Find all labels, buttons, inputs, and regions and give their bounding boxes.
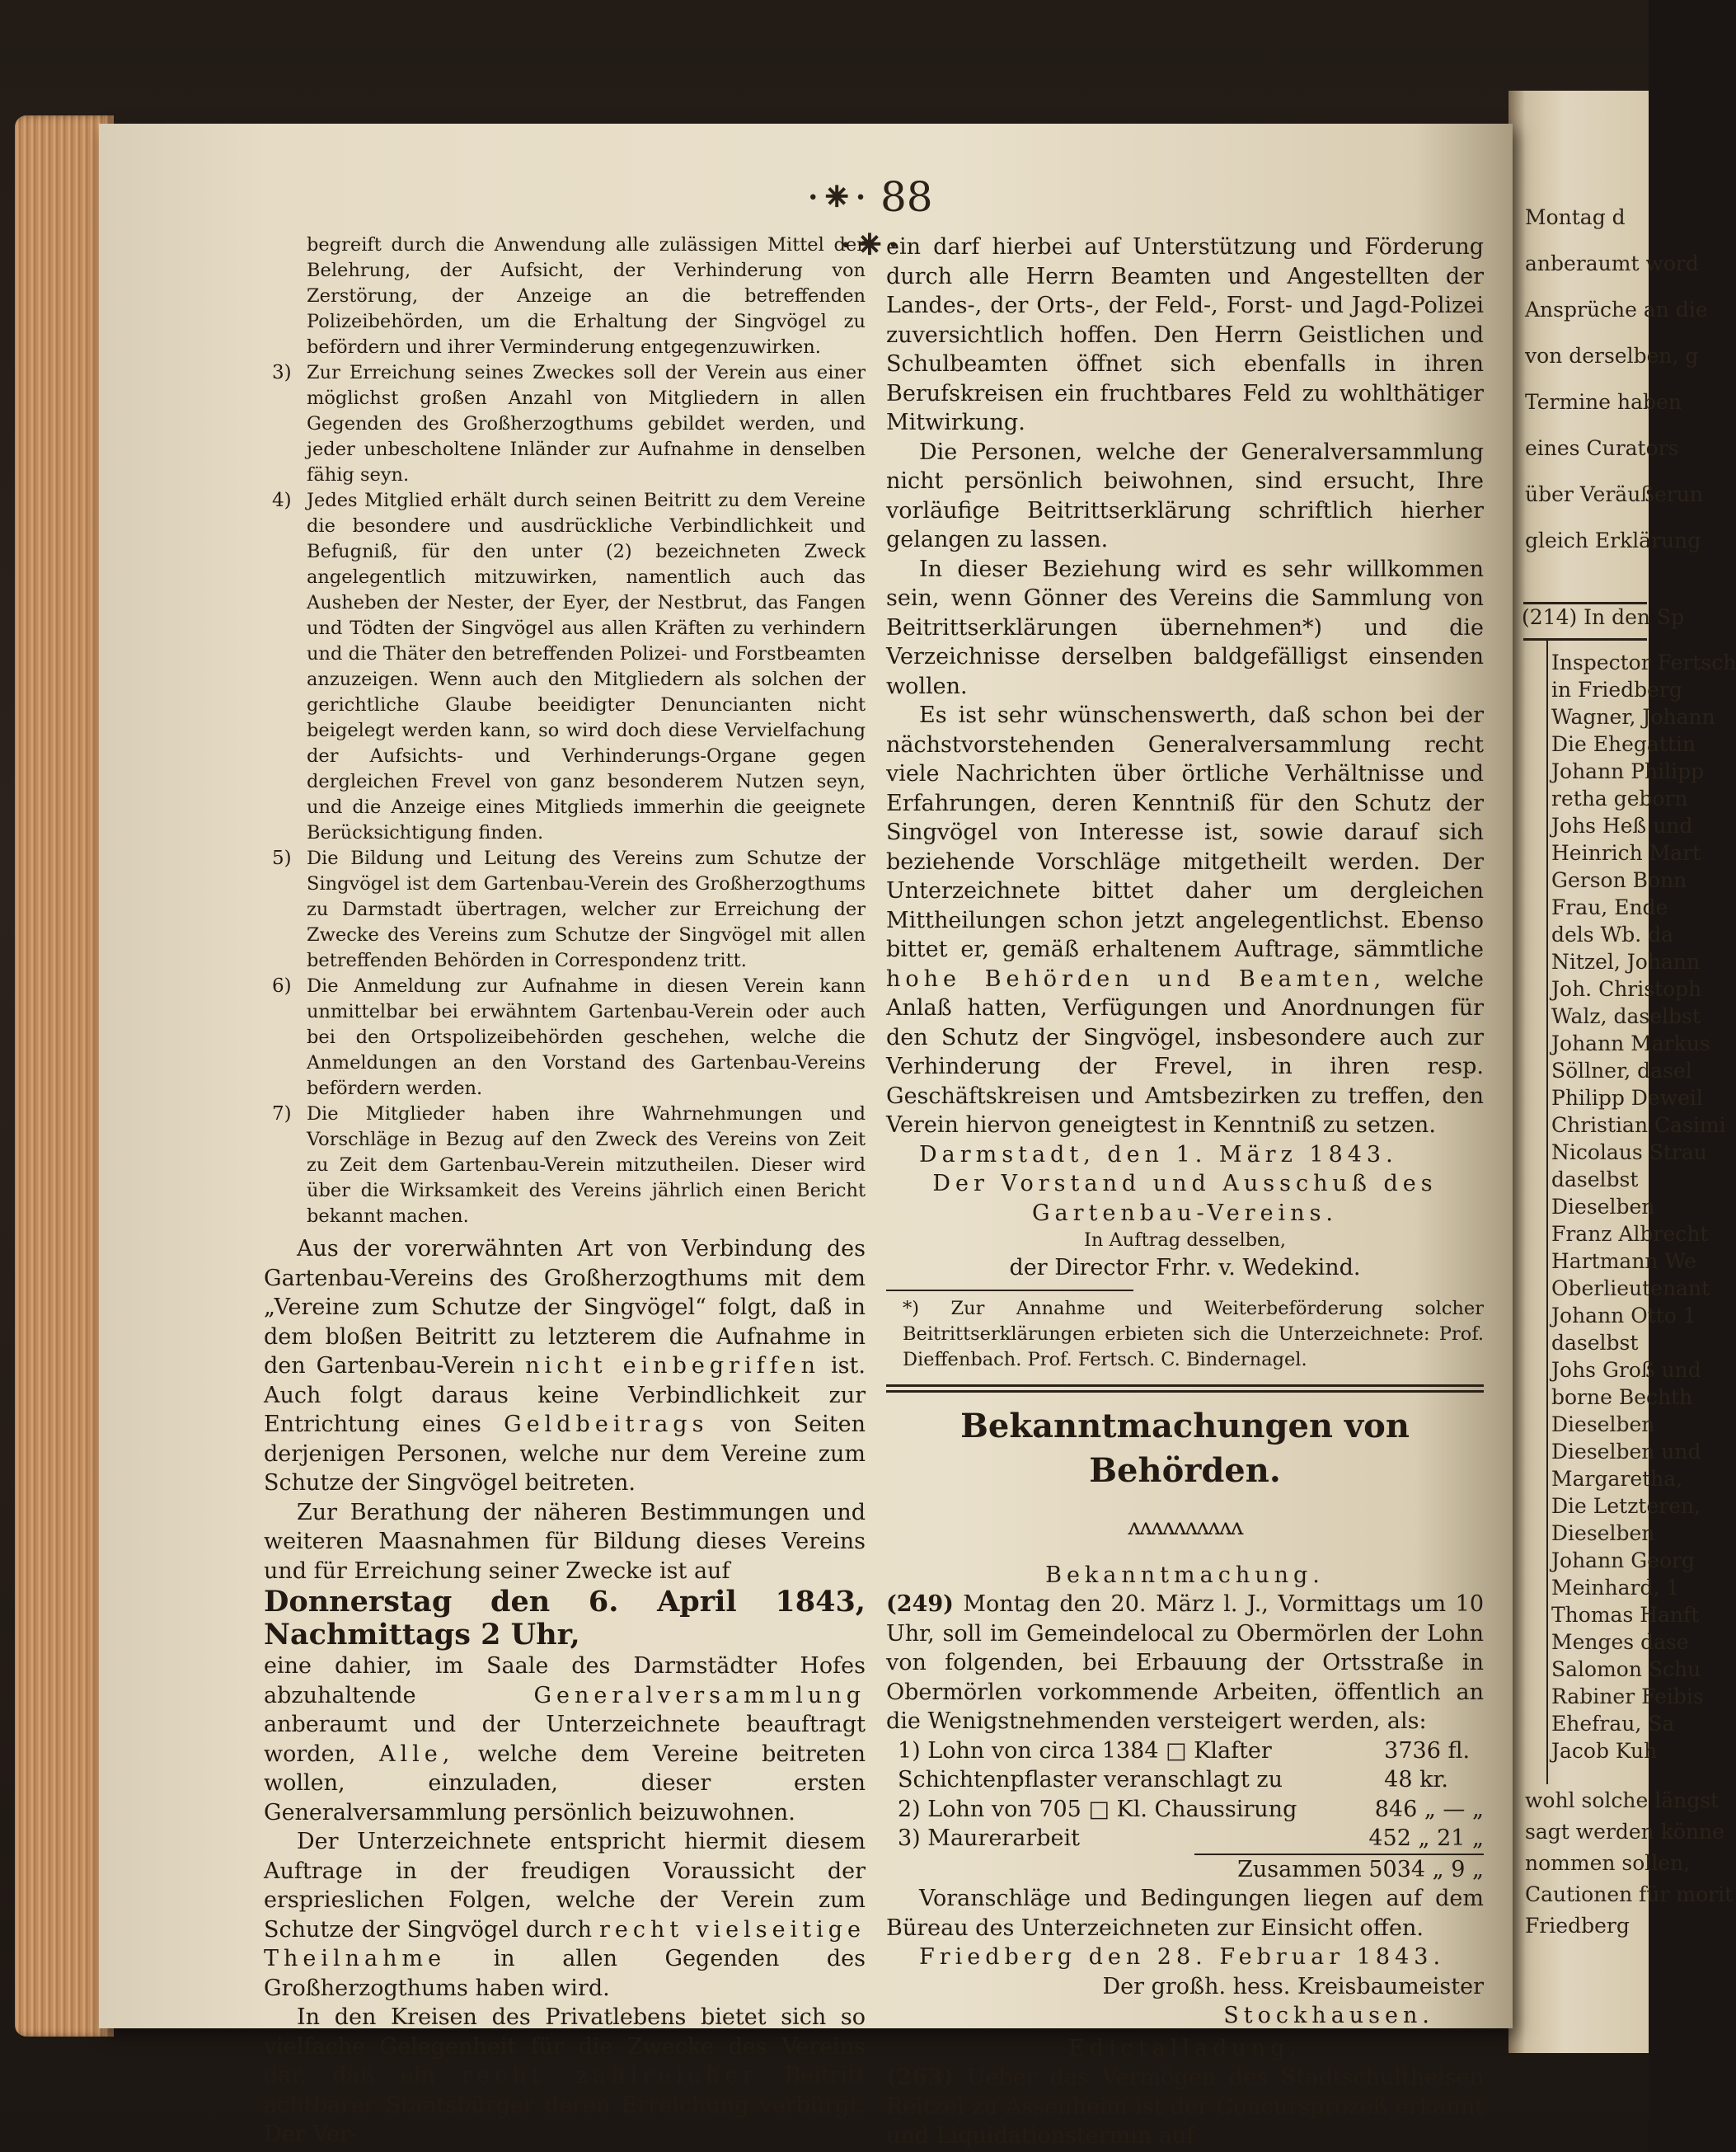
- next-page-table-entry: dels Wb. da: [1551, 923, 1674, 947]
- next-page-line: Ansprüche an die: [1525, 298, 1708, 322]
- next-page-table-entry: Dieselben: [1551, 1195, 1655, 1219]
- next-page-table-entry: Rabiner Feibis: [1551, 1684, 1704, 1708]
- paragraph-membership: [264, 1234, 866, 1498]
- item-number: 6): [272, 975, 292, 997]
- emphasized-text: recht vielseitige Theilnahme: [264, 1916, 866, 1971]
- ornament-left: ·⁕·: [806, 173, 868, 221]
- next-page-line: anberaumt word: [1525, 251, 1699, 275]
- item-text: Die Bildung und Leitung des Vereins zum Schutze der Singvögel ist dem Gartenbau-Verein des Großherzogthums zu Darmstadt übertragen, welcher zur Erreichung der Zwecke des Vereins zum Schutze der Singvögel mit allen betreffenden Behörden in Correspondenz tritt.: [307, 848, 866, 971]
- text-run: eine dahier, im Saale des Darmstädter Hofes abzuhaltende: [264, 1653, 866, 1708]
- next-page-fragment: [1508, 91, 1736, 2053]
- next-page-table-entry: borne Bechth: [1551, 1385, 1693, 1409]
- dateline: Darmstadt, den 1. März 1843.: [919, 1141, 1398, 1168]
- notice-heading: Bekanntmachung.: [1045, 1562, 1325, 1588]
- next-page-table-entry: Joh. Christoph: [1551, 977, 1702, 1001]
- cost-list: [886, 1736, 1484, 1885]
- cost-amount: 3736 fl. 48 kr.: [1384, 1737, 1471, 1793]
- next-page-line: Cautionen für morit: [1525, 1882, 1734, 1906]
- paragraph-deliberation: Zur Berathung der näheren Bestimmungen und weiteren Maasnahmen für Bildung dieses Vereins und für Erreichung seiner Zwecke ist auf: [264, 1499, 866, 1584]
- next-page-table-entry: Johs Groß und: [1551, 1358, 1701, 1382]
- next-page-table-entry: Jacob Kuh: [1551, 1739, 1658, 1763]
- cost-label: 3) Maurerarbeit: [898, 1825, 1080, 1851]
- signature-on-behalf: In Auftrag desselben,: [1083, 1229, 1287, 1251]
- paragraph-assembly: [264, 1652, 866, 1827]
- cost-label: 2) Lohn von 705 □ Kl. Chaussirung: [898, 1796, 1297, 1822]
- next-page-line: wohl solche längst: [1525, 1788, 1720, 1812]
- cost-amount: 846 „ — „: [1374, 1796, 1484, 1822]
- next-page-table-entry: Johann Philipp: [1551, 759, 1705, 783]
- text-run: Aus der vorerwähnten Art von Verbindung des Gartenbau-Vereins des Großherzogthums mit dem „Vereine zum Schutze der Singvögel“ folgt, daß in dem bloßen Beitritt zu letzterem die Aufnahme in den Gartenbau-Verein: [264, 1236, 866, 1379]
- notice-text: Montag den 20. März l. J., Vormittags um 10 Uhr, soll im Gemeindelocal zu Obermörlen der Lohn von folgenden, bei Erbauung der Ortsstraße in Obermörlen vorkommende Arbeiten, öffentlich an die Wenigstnehmenden versteigert werden, als:: [886, 1591, 1484, 1734]
- next-page-table-entry: Dieselben: [1551, 1521, 1655, 1545]
- next-page-table-entry: Johann Georg: [1551, 1548, 1695, 1572]
- next-page-table-entry: Margaretha,: [1551, 1467, 1683, 1491]
- emphasized-text: Geldbeitrags: [504, 1412, 709, 1437]
- next-page-table-entry: Nicolaus Strau: [1551, 1140, 1707, 1164]
- next-page-table-entry: retha geborn: [1551, 787, 1688, 811]
- signature-board: Der Vorstand und Ausschuß des Gartenbau-Vereins.: [932, 1171, 1438, 1226]
- next-page-table-entry: Franz Albrecht: [1551, 1222, 1709, 1246]
- next-page-table-entry: Dieselben und: [1551, 1440, 1701, 1464]
- footnote-rule: [886, 1290, 1133, 1291]
- notice-263: [886, 2063, 1484, 2151]
- numbered-item-5: [264, 846, 866, 974]
- next-page-line: über Veräußerun: [1525, 482, 1703, 506]
- next-page-table-entry: Oberlieutenant: [1551, 1276, 1710, 1300]
- notice-tail: Voranschläge und Bedingungen liegen auf dem Büreau des Unterzeichneten zur Einsicht offen.: [886, 1886, 1484, 1941]
- emphasized-text: Generalversammlung: [533, 1682, 866, 1708]
- item-number: 7): [272, 1103, 292, 1125]
- paragraph-expectation: [264, 1827, 866, 2003]
- total-label: Zusammen: [1237, 1856, 1362, 1882]
- next-page-line: Termine haben: [1525, 390, 1682, 414]
- next-page-line: von derselben, g: [1525, 344, 1699, 368]
- notice-text: Ueber das Vermögen des Stadtschultheisen Reitzel zu Assenheim ist der Concursprozeß erkannt und Liquidationstermin auf: [886, 2065, 1484, 2149]
- text-run: in allen Gegenden des Großherzogthums haben wird.: [264, 1946, 866, 2001]
- section-title: Bekanntmachungen von Behörden.: [960, 1406, 1410, 1490]
- cost-item: [898, 1736, 1484, 1795]
- item-text: Die Anmeldung zur Aufnahme in diesen Verein kann unmittelbar bei erwähntem Gartenbau-Verein oder auch bei den Ortspolizeibehörden geschehen, welche die Anmeldungen an den Vorstand des Gartenbau-Vereins befördern werden.: [307, 975, 866, 1099]
- next-page-line: Montag d: [1525, 205, 1626, 229]
- signature-director: der Director Frhr. v. Wedekind.: [1009, 1255, 1361, 1280]
- notice-reference: (249): [886, 1591, 954, 1617]
- text-run: von Seiten derjenigen Personen, welche nur dem Vereine zum Schutze der Singvögel beitreten.: [264, 1412, 866, 1496]
- next-page-line: sagt werden könne: [1525, 1820, 1724, 1844]
- next-page-table-entry: Johs Heß und: [1551, 814, 1693, 838]
- item-text: Die Mitglieder haben ihre Wahrnehmungen und Vorschläge in Bezug auf den Zweck des Vereins von Zeit zu Zeit dem Gartenbau-Verein mitzutheilen. Dieser wird über die Wirksamkeit des Vereins jährlich einen Bericht bekannt machen.: [307, 1103, 866, 1227]
- total-amount: 5034 „ 9 „: [1368, 1856, 1484, 1882]
- ornament-right: ·⁕·: [839, 221, 900, 269]
- paragraph-reports: [886, 701, 1484, 1140]
- next-page-table-entry: Meinhard, 1: [1551, 1576, 1680, 1600]
- meeting-date: Donnerstag den 6. April 1843, Nachmittags 2 Uhr,: [264, 1585, 866, 1652]
- text-run: In den Kreisen des Privatlebens bietet sich so vielfache Gelegenheit für die Zwecke des Vereins dar, daß ein: [264, 2004, 866, 2089]
- next-page-table-entry: Söllner, dasel: [1551, 1059, 1692, 1083]
- next-page-table-entry: Salomon Schu: [1551, 1657, 1701, 1681]
- next-page-table-entry: Inspector Fertsch: [1551, 651, 1736, 674]
- text-run: welche Anlaß hatten, Verfügungen und Anordnungen für den Schutz der Singvögel, insbesondere auch zur Verhinderung der Frevel, in ihren resp. Geschäftskreisen und Amtsbezirken zu treffen, den Verein hiervon geneigtest in Kenntniß zu setzen.: [886, 966, 1484, 1138]
- next-page-table-entry: daselbst: [1551, 1168, 1639, 1191]
- next-page-rule: [1523, 602, 1647, 604]
- footnote: *) Zur Annahme und Weiterbeförderung solcher Beitrittserklärungen erbieten sich die Unterzeichnete: Prof. Dieffenbach. Prof. Fertsch. C. Bindernagel.: [903, 1297, 1484, 1370]
- next-page-table-entry: Philipp Deweil: [1551, 1086, 1703, 1110]
- numbered-item-6: [264, 974, 866, 1102]
- notice-249: [886, 1590, 1484, 1736]
- next-page-table-entry: Johann Markus: [1551, 1031, 1710, 1055]
- paragraph-absent-persons: Die Personen, welche der Generalversammlung nicht persönlich beiwohnen, sind ersucht, Ihre vorläufige Beitrittserklärung schriftlich hierher gelangen zu lassen.: [886, 439, 1484, 552]
- next-page-table-entry: Ehefrau, Sa: [1551, 1712, 1675, 1736]
- text-run: Es ist sehr wünschenswerth, daß schon bei der nächstvorstehenden Generalversammlung recht viele Nachrichten über örtliche Verhältnisse und Erfahrungen, deren Kenntniß für den Schutz der Singvögel von Interesse ist, sowie darauf sich beziehende Vorschläge mitgetheilt werden. Der Unterzeichnete bittet daher um dergleichen Mittheilungen schon jetzt angelegentlichst. Ebenso bittet er, gemäß erhaltenem Auftrage, sämmtliche: [886, 702, 1484, 962]
- emphasized-text: nicht einbegriffen: [525, 1353, 821, 1379]
- next-page-table-entry: Christian Casimi: [1551, 1113, 1726, 1137]
- next-page-rule: [1523, 638, 1647, 641]
- cost-amount: 452 „ 21 „: [1368, 1825, 1484, 1851]
- numbered-item-7: [264, 1102, 866, 1229]
- cost-total: [1194, 1854, 1484, 1885]
- cost-label: 1) Lohn von circa 1384 □ Klafter Schichtenpflaster veranschlagt zu: [898, 1737, 1283, 1793]
- next-page-table-entry: Wagner, Johann: [1551, 705, 1715, 729]
- next-page-line: gleich Erklärung: [1525, 529, 1701, 552]
- emphasized-text: Alle,: [378, 1741, 455, 1767]
- ornamental-divider: ʌʌʌʌʌʌʌʌʌʌ: [1128, 1512, 1242, 1540]
- section-double-rule: [886, 1384, 1484, 1393]
- text-run: anberaumt und der Unterzeichnete beauftragt worden,: [264, 1712, 866, 1767]
- next-page-header: (214) In den Sp: [1522, 605, 1685, 629]
- emphasized-text: hohe Behörden und Beamten,: [886, 966, 1386, 992]
- next-page-table-entry: Die Letzteren,: [1551, 1494, 1701, 1518]
- next-page-table-entry: Thomas Hanft: [1551, 1603, 1700, 1627]
- next-page-column-rule: [1546, 638, 1548, 1784]
- notice-heading: Edictalladung.: [1068, 2035, 1302, 2061]
- numbered-item-4: [264, 488, 866, 846]
- next-page-table-entry: Dieselben: [1551, 1412, 1655, 1436]
- notice-date: Friedberg den 28. Februar 1843.: [919, 1944, 1446, 1970]
- notice-signature-title: Der großh. hess. Kreisbaumeister: [1102, 1973, 1484, 1999]
- next-page-line: nommen sollen,: [1525, 1851, 1691, 1875]
- next-page-table-entry: Hartmann We: [1551, 1249, 1696, 1273]
- paragraph-patrons: In dieser Beziehung wird es sehr willkommen sein, wenn Gönner des Vereins die Sammlung von Beitrittserklärungen übernehmen*) und die Verzeichnisse derselben baldgefälligst einsenden wollen.: [886, 556, 1484, 699]
- next-page-table-entry: in Friedberg: [1551, 678, 1682, 702]
- notice-signature-name: Stockhausen.: [1223, 2003, 1434, 2028]
- next-page-line: eines Curators: [1525, 436, 1679, 460]
- paragraph-private-life: [264, 2003, 866, 2150]
- next-page-table-entry: Die Ehegattin: [1551, 732, 1696, 756]
- text-run: ist. Auch folgt daraus keine Verbindlichkeit zur Entrichtung eines: [264, 1353, 866, 1437]
- item-text: Zur Erreichung seines Zweckes soll der Verein aus einer möglichst großen Anzahl von Mitgliedern in allen Gegenden des Großherzogthums gebildet werden, und jeder unbescholtene Inländer zur Aufnahme in denselben fähig seyn.: [307, 362, 866, 486]
- item-number: 4): [272, 490, 292, 511]
- item-number: 5): [272, 848, 292, 869]
- next-page-table-entry: Gerson Bonn: [1551, 868, 1687, 892]
- next-page-table-entry: Nitzel, Johann: [1551, 950, 1701, 974]
- next-page-table-entry: Frau, Ende: [1551, 895, 1668, 919]
- text-run: Der Unterzeichnete entspricht hiermit diesem Auftrage in der freudigen Voraussicht der ersprieslichen Folgen, welche der Verein zum Schutze der Singvögel durch: [264, 1829, 866, 1943]
- right-column: [886, 233, 1484, 2151]
- next-page-table-entry: Menges dase: [1551, 1630, 1689, 1654]
- item-2-continuation: begreift durch die Anwendung alle zulässigen Mittel der Belehrung, der Aufsicht, der Verhinderung von Zerstörung, der Anzeige an die betreffenden Polizeibehörden, um die Erhaltung der Singvögel zu befördern und ihrer Verminderung entgegenzuwirken.: [307, 234, 866, 358]
- next-page-table-entry: Johann Otto 1: [1551, 1304, 1696, 1327]
- cost-item: [898, 1795, 1484, 1825]
- left-column: [264, 233, 866, 2150]
- item-number: 3): [272, 362, 292, 383]
- next-page-table-entry: Heinrich Mart: [1551, 841, 1701, 865]
- next-page-line: Friedberg: [1525, 1914, 1630, 1938]
- text-run: Beitritt achtbarer Staatsbürger deren Erreichung verbürgt. Der Ver-: [264, 2063, 866, 2147]
- next-page-table-entry: daselbst: [1551, 1331, 1639, 1355]
- numbered-item-3: [264, 360, 866, 488]
- page-number-value: 88: [880, 173, 933, 221]
- notice-reference: (263): [886, 2065, 954, 2090]
- emphasized-text: recht zahlreicher: [461, 2063, 759, 2089]
- next-page-table-entry: Walz, daselbst: [1551, 1004, 1701, 1028]
- paragraph-support: ein darf hierbei auf Unterstützung und Förderung durch alle Herrn Beamten und Angestellten der Landes-, der Orts-, der Feld-, Forst- und Jagd-Polizei zuversichtlich hoffen. Den Herrn Geistlichen und Schulbeamten öffnet sich ebenfalls in ihren Berufskreisen ein fruchtbares Feld zu wohlthätiger Mitwirkung.: [886, 234, 1484, 435]
- cost-item: [898, 1824, 1484, 1854]
- item-text: Jedes Mitglied erhält durch seinen Beitritt zu dem Vereine die besondere und ausdrückliche Verbindlichkeit und Befugniß, für den unter (2) bezeichneten Zweck angelegentlich mitzuwirken, namentlich auch das Ausheben der Nester, der Eyer, der Nestbrut, das Fangen und Tödten der Singvögel aus allen Kräften zu verhindern und die Thäter den betreffenden Polizei- und Forstbeamten anzuzeigen. Wenn auch den Mitgliedern als solchen der gerichtliche Glaube beeidigter Denuncianten nicht beigelegt werden kann, so wird doch diese Vervielfachung der Aufsichts- und Verhinderungs-Organe gegen dergleichen Frevel von ganz besonderem Nutzen seyn, und die Anzeige eines Mitglieds immerhin die geeignete Berücksichtigung finden.: [307, 490, 866, 843]
- text-run: welche dem Vereine beitreten wollen, einzuladen, dieser ersten Generalversammlung persönlich beizuwohnen.: [264, 1741, 866, 1825]
